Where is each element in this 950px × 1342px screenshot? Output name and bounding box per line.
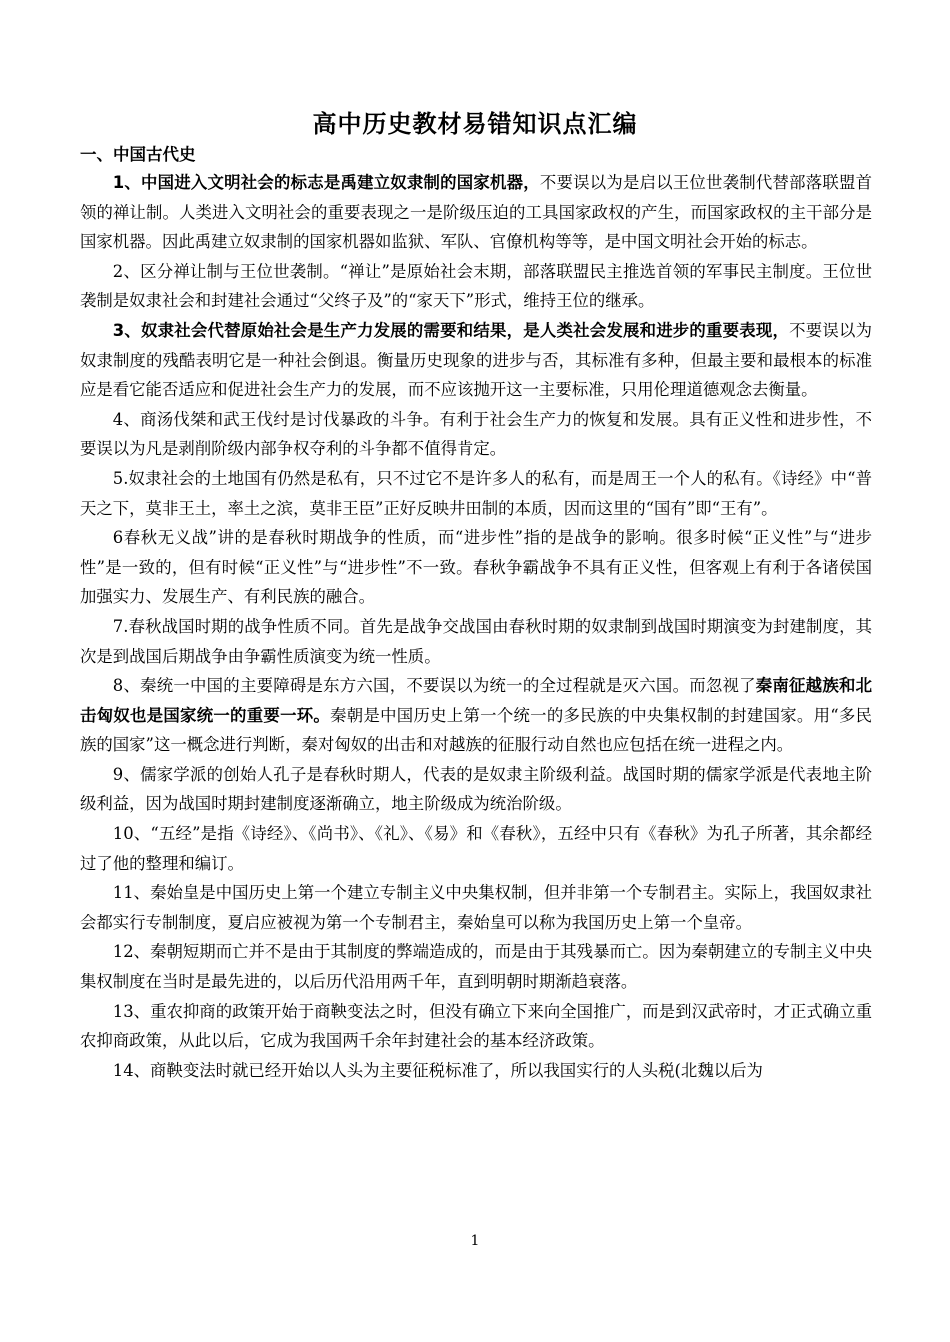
paragraph-pre: 8、秦统一中国的主要障碍是东方六国，不要误以为统一的全过程就是灭六国。而忽视了 — [112, 676, 756, 696]
paragraph-text: 11、秦始皇是中国历史上第一个建立专制主义中央集权制，但并非第一个专制君主。实际上，我国奴隶社会都实行专制制度，夏启应被视为第一个专制君主，秦始皇可以称为我国历史上第一个皇帝。 — [80, 883, 872, 932]
paragraph — [80, 405, 872, 464]
paragraph-text: 5.奴隶社会的土地国有仍然是私有，只不过它不是许多人的私有，而是周王一个人的私有。《诗经》中“普天之下，莫非王土，率土之滨，莫非王臣”正好反映井田制的本质，因而这里的“国有”即“王有”。 — [80, 468, 872, 518]
paragraph-bold: 3、奴隶社会代替原始社会是生产力发展的需要和结果，是人类社会发展和进步的重要表现， — [112, 320, 790, 340]
paragraph — [80, 523, 872, 612]
paragraph — [80, 937, 872, 996]
paragraph — [80, 760, 872, 819]
paragraph — [80, 997, 872, 1056]
paragraph-text: 7.春秋战国时期的战争性质不同。首先是战争交战国由春秋时期的奴隶制到战国时期演变为封建制度，其次是到战国后期战争由争霸性质演变为统一性质。 — [80, 616, 872, 666]
paragraph — [80, 316, 872, 405]
paragraph-bold: 秦南征越族和北击匈奴也是国家统一的重要一环。 — [80, 676, 872, 725]
document-body — [80, 168, 872, 1085]
page-number: 1 — [470, 1233, 480, 1249]
paragraph — [80, 878, 872, 937]
paragraph-text: 14、商鞅变法时就已经开始以人头为主要征税标准了，所以我国实行的人头税(北魏以后为 — [112, 1060, 763, 1080]
paragraph — [80, 671, 872, 760]
paragraph — [80, 464, 872, 523]
paragraph-text: 12、秦朝短期而亡并不是由于其制度的弊端造成的，而是由于其残暴而亡。因为秦朝建立的专制主义中央集权制度在当时是最先进的，以后历代沿用两千年，直到明朝时期渐趋衰落。 — [80, 942, 872, 992]
section-heading: 一、中国古代史 — [80, 145, 196, 164]
paragraph-text: 秦朝是中国历史上第一个统一的多民族的中央集权制的封建国家。用“多民族的国家”这一概念进行判断，秦对匈奴的出击和对越族的征服行动自然也应包括在统一进程之内。 — [80, 705, 872, 755]
paragraph — [80, 819, 872, 878]
document-title: 高中历史教材易错知识点汇编 — [312, 110, 638, 138]
paragraph — [80, 257, 872, 316]
paragraph-text: 13、重农抑商的政策开始于商鞅变法之时，但没有确立下来向全国推广，而是到汉武帝时，才正式确立重农抑商政策，从此以后，它成为我国两千余年封建社会的基本经济政策。 — [80, 1001, 872, 1051]
paragraph-text: 不要误以为奴隶制度的残酷表明它是一种社会倒退。衡量历史现象的进步与否，其标准有多种，但最主要和最根本的标准应是看它能否适应和促进社会生产力的发展，而不应该抛开这一主要标准，只用伦理道德观念去衡量。 — [80, 320, 873, 400]
paragraph-bold: 1、中国进入文明社会的标志是禹建立奴隶制的国家机器， — [112, 173, 540, 192]
paragraph — [80, 1056, 872, 1086]
paragraph — [80, 612, 872, 671]
paragraph-text: 4、商汤伐桀和武王伐纣是讨伐暴政的斗争。有利于社会生产力的恢复和发展。具有正义性和进步性，不要误以为凡是剥削阶级内部争权夺利的斗争都不值得肯定。 — [80, 409, 872, 459]
paragraph-text: 2、区分禅让制与王位世袭制。“禅让”是原始社会末期，部落联盟民主推选首领的军事民主制度。王位世袭制是奴隶社会和封建社会通过“父终子及”的“家天下”形式，维持王位的继承。 — [80, 261, 872, 311]
paragraph-text: 不要误以为是启以王位世袭制代替部落联盟首领的禅让制。人类进入文明社会的重要表现之一是阶级压迫的工具国家政权的产生，而国家政权的主干部分是国家机器。因此禹建立奴隶制的国家机器如监狱、军队、官僚机构等等，是中国文明社会开始的标志。 — [80, 173, 873, 252]
paragraph-text: 9、儒家学派的创始人孔子是春秋时期人，代表的是奴隶主阶级利益。战国时期的儒家学派是代表地主阶级利益，因为战国时期封建制度逐渐确立，地主阶级成为统治阶级。 — [80, 764, 872, 814]
paragraph-text: 6春秋无义战”讲的是春秋时期战争的性质，而“进步性”指的是战争的影响。很多时候“正义性”与“进步性”是一致的，但有时候“正义性”与“进步性”不一致。春秋争霸战争不具有正义性，但客观上有利于各诸侯国加强实力、发展生产、有利民族的融合。 — [80, 528, 872, 607]
paragraph — [80, 168, 872, 257]
paragraph-text: 10、“五经”是指《诗经》、《尚书》、《礼》、《易》和《春秋》，五经中只有《春秋》为孔子所著，其余都经过了他的整理和编订。 — [80, 824, 872, 873]
